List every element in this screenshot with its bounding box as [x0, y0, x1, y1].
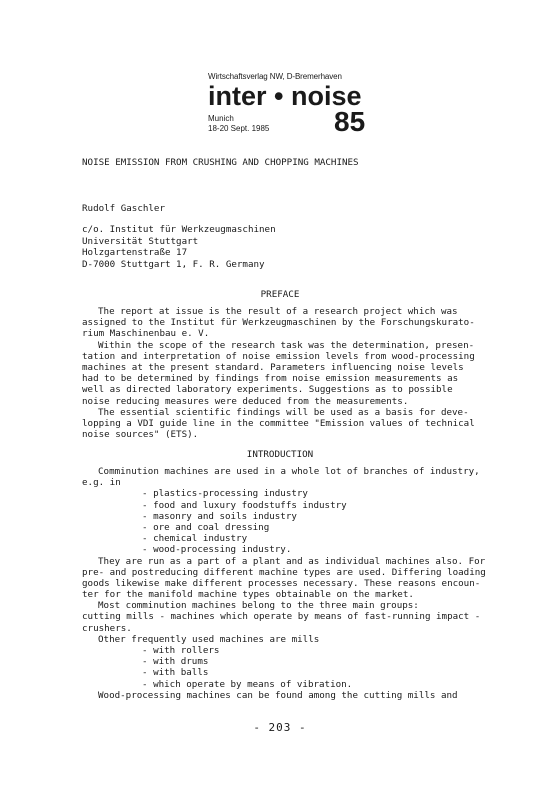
- address-line: Holzgartenstraße 17: [82, 247, 188, 258]
- introduction-heading: INTRODUCTION: [246, 449, 314, 460]
- text-line: Comminution machines are used in a whole lot of branches of industry,: [98, 466, 480, 477]
- list-item: - ore and coal dressing: [142, 521, 270, 533]
- text-line: lopping a VDI guide line in the committee "Emission values of technical: [82, 417, 475, 429]
- address-line: c/o. Institut für Werkzeugmaschinen: [82, 224, 276, 235]
- text-line: ter for the manifold machine types obtainable on the market.: [82, 589, 414, 601]
- conference-dates: 18-20 Sept. 1985: [208, 124, 270, 133]
- list-item: - masonry and soils industry: [142, 510, 297, 522]
- list-item: - with drums: [142, 656, 209, 668]
- text-line: noise sources" (ETS).: [82, 429, 199, 441]
- text-line: tation and interpretation of noise emission levels from wood-processing: [82, 350, 475, 362]
- page-number: - 203 -: [253, 721, 307, 734]
- address-line: Universität Stuttgart: [82, 235, 199, 247]
- list-item: - with balls: [142, 667, 209, 679]
- text-line: noise reducing measures were deduced from the measurements.: [82, 395, 409, 407]
- text-line: e.g. in: [82, 477, 121, 489]
- author-name: Rudolf Gaschler: [82, 203, 165, 214]
- list-item: - plastics-processing industry: [142, 488, 308, 500]
- publisher-line: Wirtschaftsverlag NW, D-Bremerhaven: [208, 72, 342, 81]
- text-line: The essential scientific findings will be used as a basis for deve-: [98, 406, 469, 418]
- text-line: Most comminution machines belong to the three main groups:: [98, 600, 419, 612]
- list-item: - wood-processing industry.: [142, 544, 292, 556]
- preface-body: [82, 306, 482, 440]
- conference-place: [208, 114, 269, 134]
- author-address: [82, 224, 276, 270]
- text-line: pre- and postreducing different machine types are used. Differing loading: [82, 566, 486, 578]
- conference-city: Munich: [208, 114, 234, 123]
- text-line: The report at issue is the result of a research project which was: [98, 306, 458, 317]
- introduction-body: [82, 466, 486, 701]
- text-line: crushers.: [82, 622, 132, 634]
- text-line: Other frequently used machines are mills: [98, 633, 320, 645]
- list-item: - chemical industry: [142, 533, 248, 545]
- list-item: - with rollers: [142, 645, 220, 656]
- conference-header: [208, 72, 378, 144]
- text-line: well as directed laboratory experiments. Suggestions as to possible: [82, 384, 453, 396]
- text-line: goods likewise make different processes necessary. These reasons encoun-: [82, 577, 481, 589]
- text-line: Wood-processing machines can be found among the cutting mills and: [98, 689, 458, 701]
- text-line: had to be determined by findings from noise emission measurements as: [82, 373, 459, 385]
- list-item: - food and luxury foodstuffs industry: [142, 499, 347, 511]
- text-line: Within the scope of the research task was the determination, presen-: [98, 339, 475, 351]
- text-line: cutting mills - machines which operate by means of fast-running impact -: [82, 611, 481, 623]
- text-line: rium Maschinenbau e. V.: [82, 328, 210, 340]
- address-line: D-7000 Stuttgart 1, F. R. Germany: [82, 258, 265, 270]
- text-line: assigned to the Institut für Werkzeugmaschinen by the Forschungskurato-: [82, 317, 475, 329]
- paper-title: NOISE EMISSION FROM CRUSHING AND CHOPPING MACHINES: [82, 157, 359, 168]
- preface-heading: PREFACE: [260, 289, 300, 300]
- conference-logo: inter • noise: [208, 81, 362, 111]
- text-line: They are run as a part of a plant and as individual machines also. For: [98, 555, 486, 567]
- conference-meta: [208, 106, 378, 144]
- list-item: - which operate by means of vibration.: [142, 678, 353, 690]
- conference-year: 85: [334, 106, 366, 137]
- text-line: machines at the present standard. Parameters influencing noise levels: [82, 361, 464, 373]
